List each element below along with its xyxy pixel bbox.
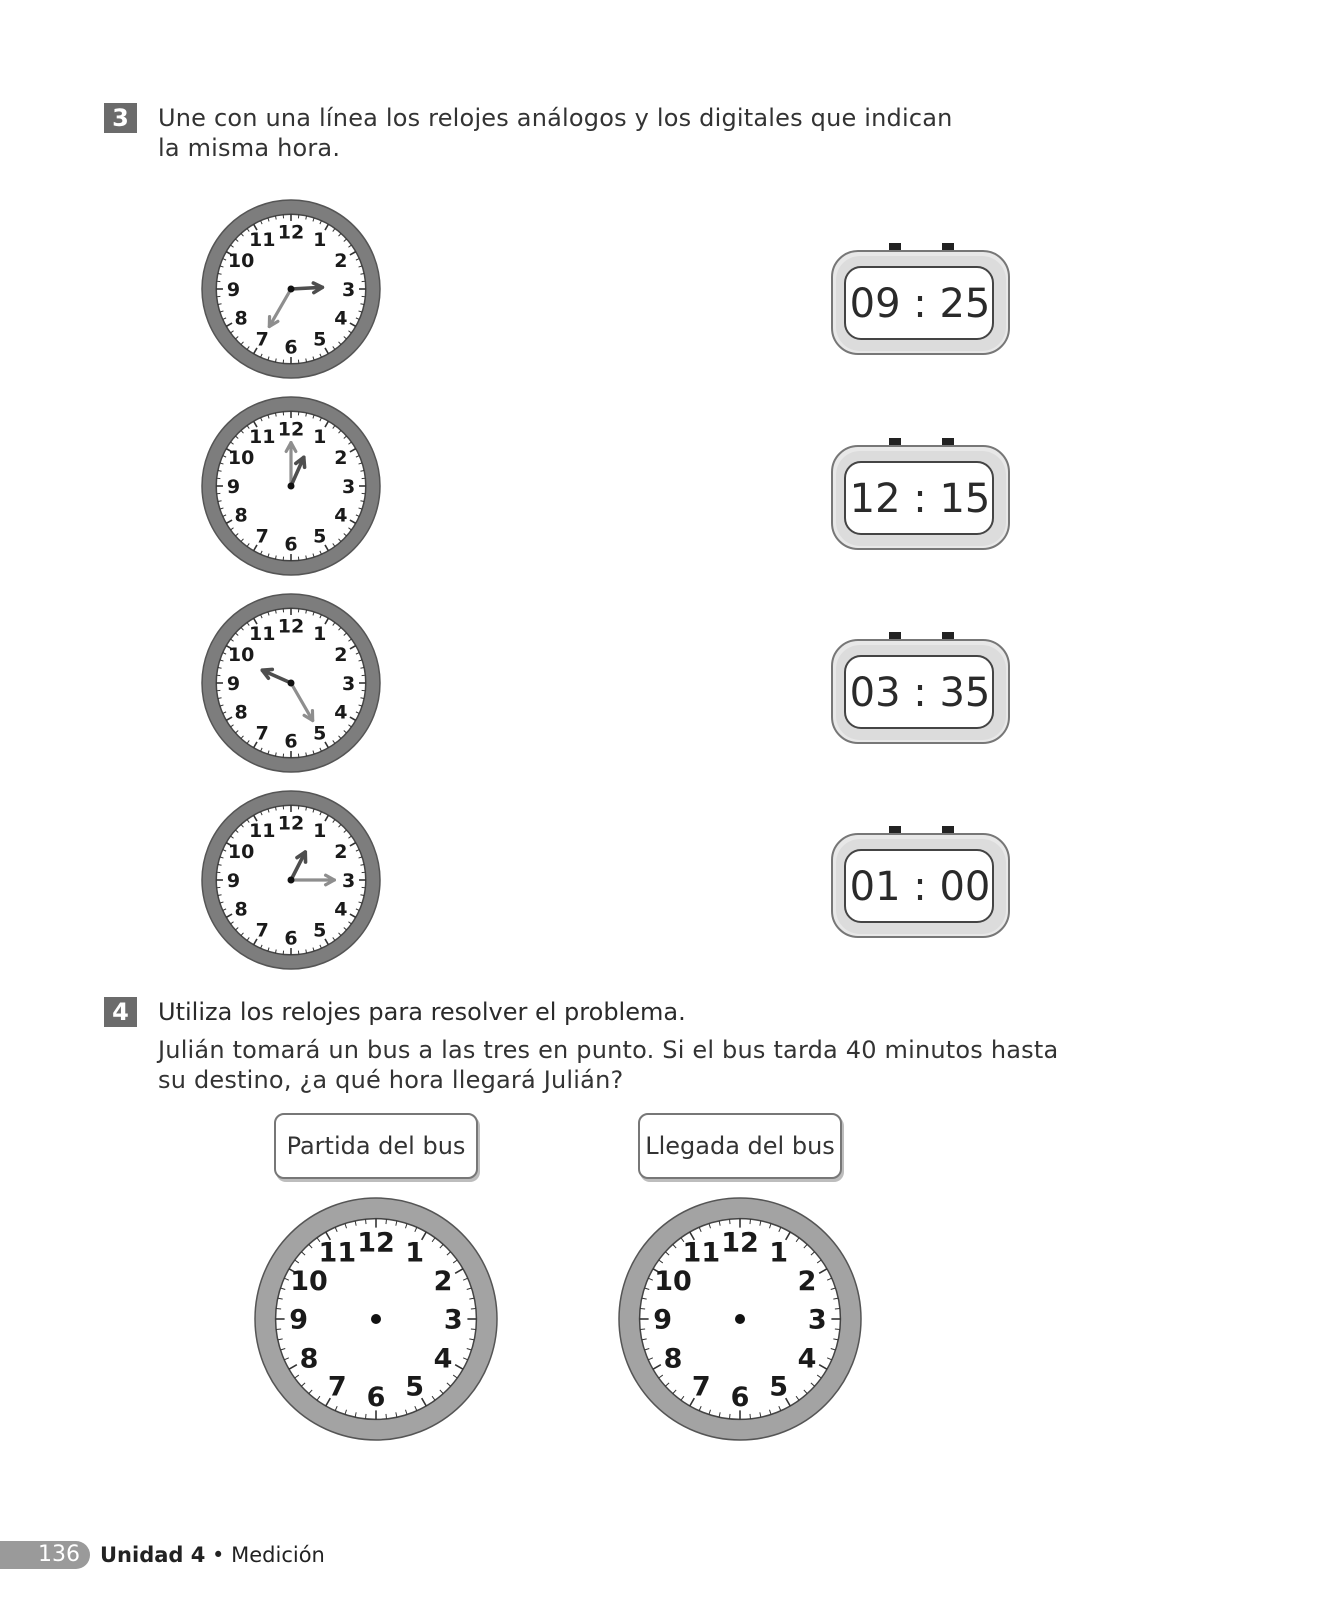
clock-number: 2 [334,841,348,864]
footer-separator: • [212,1543,225,1567]
clock-number: 1 [313,228,327,251]
clock-number: 9 [226,672,241,695]
clock-number: 2 [334,250,348,273]
exercise-3-instruction-line-1: Une con una línea los relojes análogos y los digitales que indican [158,104,953,132]
clock-number: 7 [327,1371,347,1403]
minute-tick [276,1309,281,1310]
minute-tick [730,1414,731,1419]
digital-clock-1-time: 09 : 25 [849,281,991,327]
clock-number: 3 [341,278,356,301]
clock-center-dot [735,1314,745,1324]
clock-number: 8 [234,898,248,921]
clock-number: 10 [227,841,255,864]
analog-clock-1 [200,198,382,380]
clock-number: 6 [284,336,298,359]
minute-tick [835,1309,840,1310]
exercise-4-title: Utiliza los relojes para resolver el problema. [158,998,686,1026]
page-number: 136 [0,1541,90,1569]
clock-number: 3 [341,869,356,892]
minute-tick [471,1309,476,1310]
digital-clock-4 [826,823,1016,945]
minute-tick [366,1414,367,1419]
clock-number: 7 [691,1371,711,1403]
clock-number: 10 [290,1266,328,1298]
clock-number: 3 [341,475,356,498]
clock-number: 1 [313,819,327,842]
minute-tick [750,1219,751,1224]
footer-unit: Unidad 4 [100,1543,206,1567]
departure-clock[interactable] [253,1196,499,1442]
clock-number: 6 [284,533,298,556]
minute-tick [640,1309,645,1310]
digital-clock-4-time: 01 : 00 [849,864,991,910]
clock-number: 6 [366,1382,386,1414]
clock-number: 7 [255,328,269,351]
clock-number: 4 [334,898,348,921]
clock-number: 3 [443,1304,463,1336]
clock-number: 10 [654,1266,692,1298]
clock-number: 8 [663,1343,683,1375]
clock-number: 11 [248,425,276,448]
clock-number: 5 [313,525,327,548]
clock-number: 10 [227,644,255,667]
analog-clock-4 [200,789,382,971]
clock-number: 10 [227,250,255,273]
clock-center-dot [371,1314,381,1324]
clock-number: 2 [334,644,348,667]
clock-number: 4 [334,701,348,724]
clock-number: 9 [653,1304,673,1336]
digital-clock-3-time: 03 : 35 [849,670,991,716]
clock-number: 9 [289,1304,309,1336]
clock-center-dot [288,877,295,884]
minute-tick [276,1329,281,1330]
clock-number: 4 [334,307,348,330]
clock-number: 8 [234,701,248,724]
clock-center-dot [288,680,295,687]
minute-tick [835,1329,840,1330]
minute-tick [366,1219,367,1224]
footer-topic: Medición [231,1543,325,1567]
clock-number: 11 [682,1237,721,1269]
clock-number: 9 [226,278,241,301]
exercise-3-instruction-line-2: la misma hora. [158,134,341,162]
clock-number: 9 [226,869,241,892]
clock-number: 8 [234,307,248,330]
analog-clock-2 [200,395,382,577]
clock-number: 11 [248,622,276,645]
clock-number: 3 [341,672,356,695]
clock-number: 1 [313,622,327,645]
digital-clock-2 [826,435,1016,557]
clock-number: 12 [277,812,305,835]
exercise-4-number: 4 [104,997,137,1027]
clock-number: 12 [357,1227,395,1259]
clock-number: 4 [334,504,348,527]
exercise-3-number: 3 [104,103,137,133]
clock-number: 12 [277,418,305,441]
clock-number: 2 [797,1266,817,1298]
clock-number: 5 [405,1371,425,1403]
clock-number: 7 [255,919,269,942]
digital-clock-3 [826,629,1016,751]
clock-number: 1 [769,1237,789,1269]
clock-number: 7 [255,722,269,745]
clock-number: 3 [807,1304,827,1336]
clock-number: 8 [299,1343,319,1375]
clock-center-dot [288,286,295,293]
clock-number: 6 [730,1382,750,1414]
clock-number: 5 [769,1371,789,1403]
digital-clock-2-time: 12 : 15 [849,476,991,522]
exercise-4-problem-line-1: Julián tomará un bus a las tres en punto. Si el bus tarda 40 minutos hasta [158,1036,1059,1064]
minute-tick [386,1414,387,1419]
clock-number: 12 [721,1227,759,1259]
clock-number: 4 [433,1343,453,1375]
minute-tick [386,1219,387,1224]
minute-tick [640,1329,645,1330]
clock-number: 11 [248,819,276,842]
clock-number: 12 [277,615,305,638]
arrival-label-box: Llegada del bus [638,1113,842,1179]
clock-number: 10 [227,447,255,470]
clock-number: 1 [405,1237,425,1269]
clock-number: 11 [248,228,276,251]
minute-tick [471,1329,476,1330]
exercise-4-problem-line-2: su destino, ¿a qué hora llegará Julián? [158,1066,624,1094]
clock-center-dot [288,483,295,490]
clock-number: 6 [284,927,298,950]
clock-number: 9 [226,475,241,498]
arrival-clock[interactable] [617,1196,863,1442]
departure-label-box: Partida del bus [274,1113,478,1179]
clock-number: 2 [334,447,348,470]
minute-tick [730,1219,731,1224]
clock-number: 12 [277,221,305,244]
clock-number: 7 [255,525,269,548]
clock-number: 8 [234,504,248,527]
clock-number: 5 [313,722,327,745]
clock-number: 11 [318,1237,357,1269]
analog-clock-3 [200,592,382,774]
clock-number: 5 [313,919,327,942]
minute-tick [750,1414,751,1419]
clock-number: 2 [433,1266,453,1298]
clock-number: 6 [284,730,298,753]
footer-section [100,1541,325,1569]
clock-number: 1 [313,425,327,448]
digital-clock-1 [826,240,1016,362]
clock-number: 5 [313,328,327,351]
clock-number: 4 [797,1343,817,1375]
